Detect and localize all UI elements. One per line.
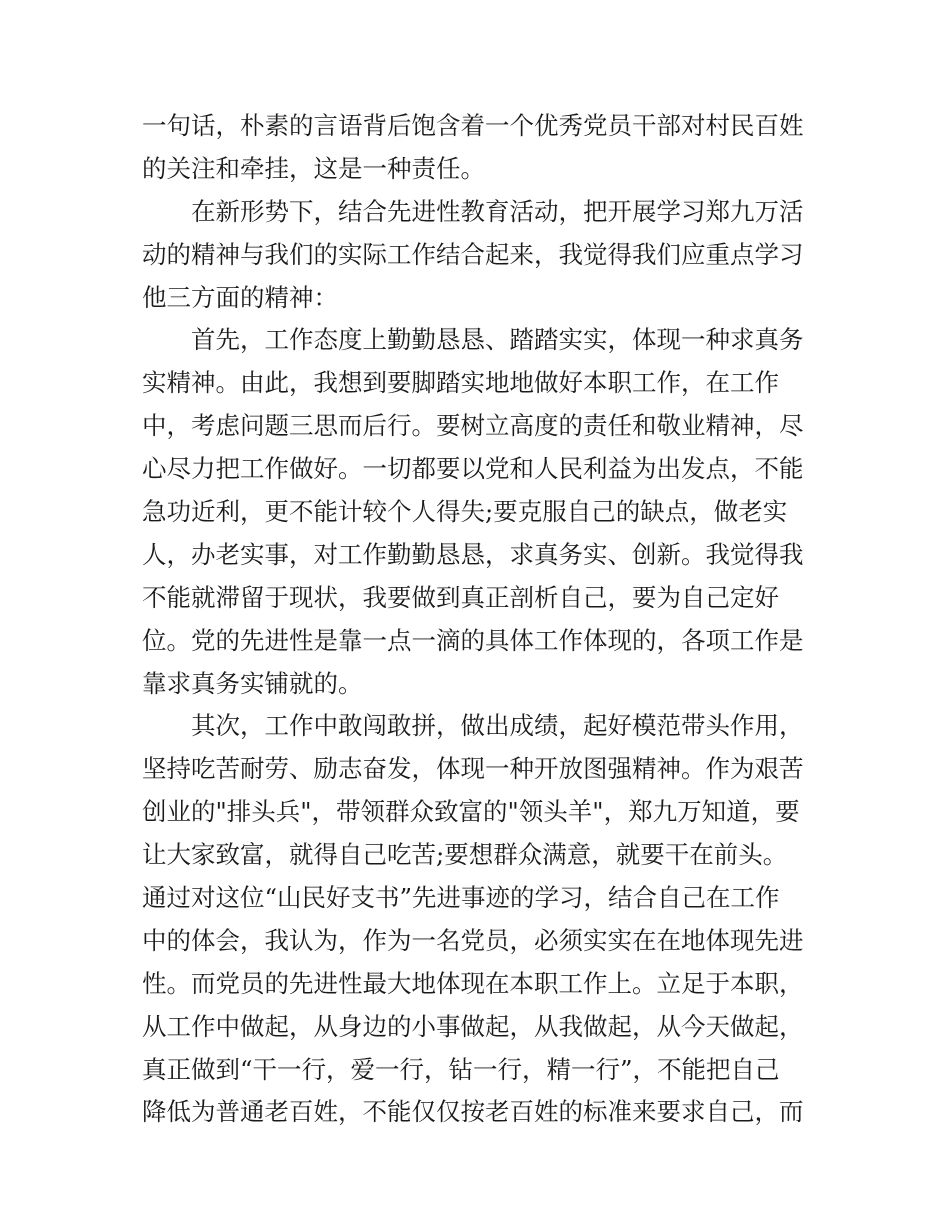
text-line: 从工作中做起，从身边的小事做起，从我做起，从今天做起， xyxy=(142,1011,804,1041)
text-line: 让大家致富，就得自己吃苦;要想群众满意，就要干在前头。 xyxy=(142,840,788,870)
text-line: 靠求真务实铺就的。 xyxy=(142,668,363,698)
text-line: 心尽力把工作做好。一切都要以党和人民利益为出发点，不能 xyxy=(142,454,804,484)
text-line: 真正做到“干一行，爱一行，钻一行，精一行”，不能把自己 xyxy=(142,1054,780,1084)
text-line: 人，办老实事，对工作勤勤恳恳，求真务实、创新。我觉得我 xyxy=(142,539,804,569)
paragraph-first-line: 在新形势下，结合先进性教育活动，把开展学习郑九万活 xyxy=(191,196,804,226)
text-line: 不能就滞留于现状，我要做到真正剖析自己，要为自己定好 xyxy=(142,582,779,612)
text-line: 中的体会，我认为，作为一名党员，必须实实在在地体现先进 xyxy=(142,925,804,955)
text-line: 他三方面的精神： xyxy=(142,282,338,312)
text-line: 创业的"排头兵"，带领群众致富的"领头羊"，郑九万知道，要 xyxy=(142,797,800,827)
text-line: 性。而党员的先进性最大地体现在本职工作上。立足于本职， xyxy=(142,968,804,998)
text-line: 坚持吃苦耐劳、励志奋发，体现一种开放图强精神。作为艰苦 xyxy=(142,754,804,784)
text-line: 一句话，朴素的言语背后饱含着一个优秀党员干部对村民百姓 xyxy=(142,111,804,140)
paragraph-first-line: 其次，工作中敢闯敢拼，做出成绩，起好模范带头作用， xyxy=(191,711,804,741)
text-line: 急功近利，更不能计较个人得失;要克服自己的缺点，做老实 xyxy=(142,497,788,527)
text-line: 通过对这位“山民好支书”先进事迹的学习，结合自己在工作 xyxy=(142,883,780,913)
text-line: 降低为普通老百姓，不能仅仅按老百姓的标准来要求自己，而 xyxy=(142,1097,804,1127)
text-line: 位。党的先进性是靠一点一滴的具体工作体现的，各项工作是 xyxy=(142,625,804,655)
paragraph-first-line: 首先，工作态度上勤勤恳恳、踏踏实实，体现一种求真务 xyxy=(191,325,804,355)
text-line: 中，考虑问题三思而后行。要树立高度的责任和敬业精神，尽 xyxy=(142,411,804,441)
text-line: 的关注和牵挂，这是一种责任。 xyxy=(142,153,485,183)
text-line: 动的精神与我们的实际工作结合起来，我觉得我们应重点学习 xyxy=(142,239,804,269)
text-line: 实精神。由此，我想到要脚踏实地地做好本职工作，在工作 xyxy=(142,368,779,398)
body-text xyxy=(142,105,812,1134)
